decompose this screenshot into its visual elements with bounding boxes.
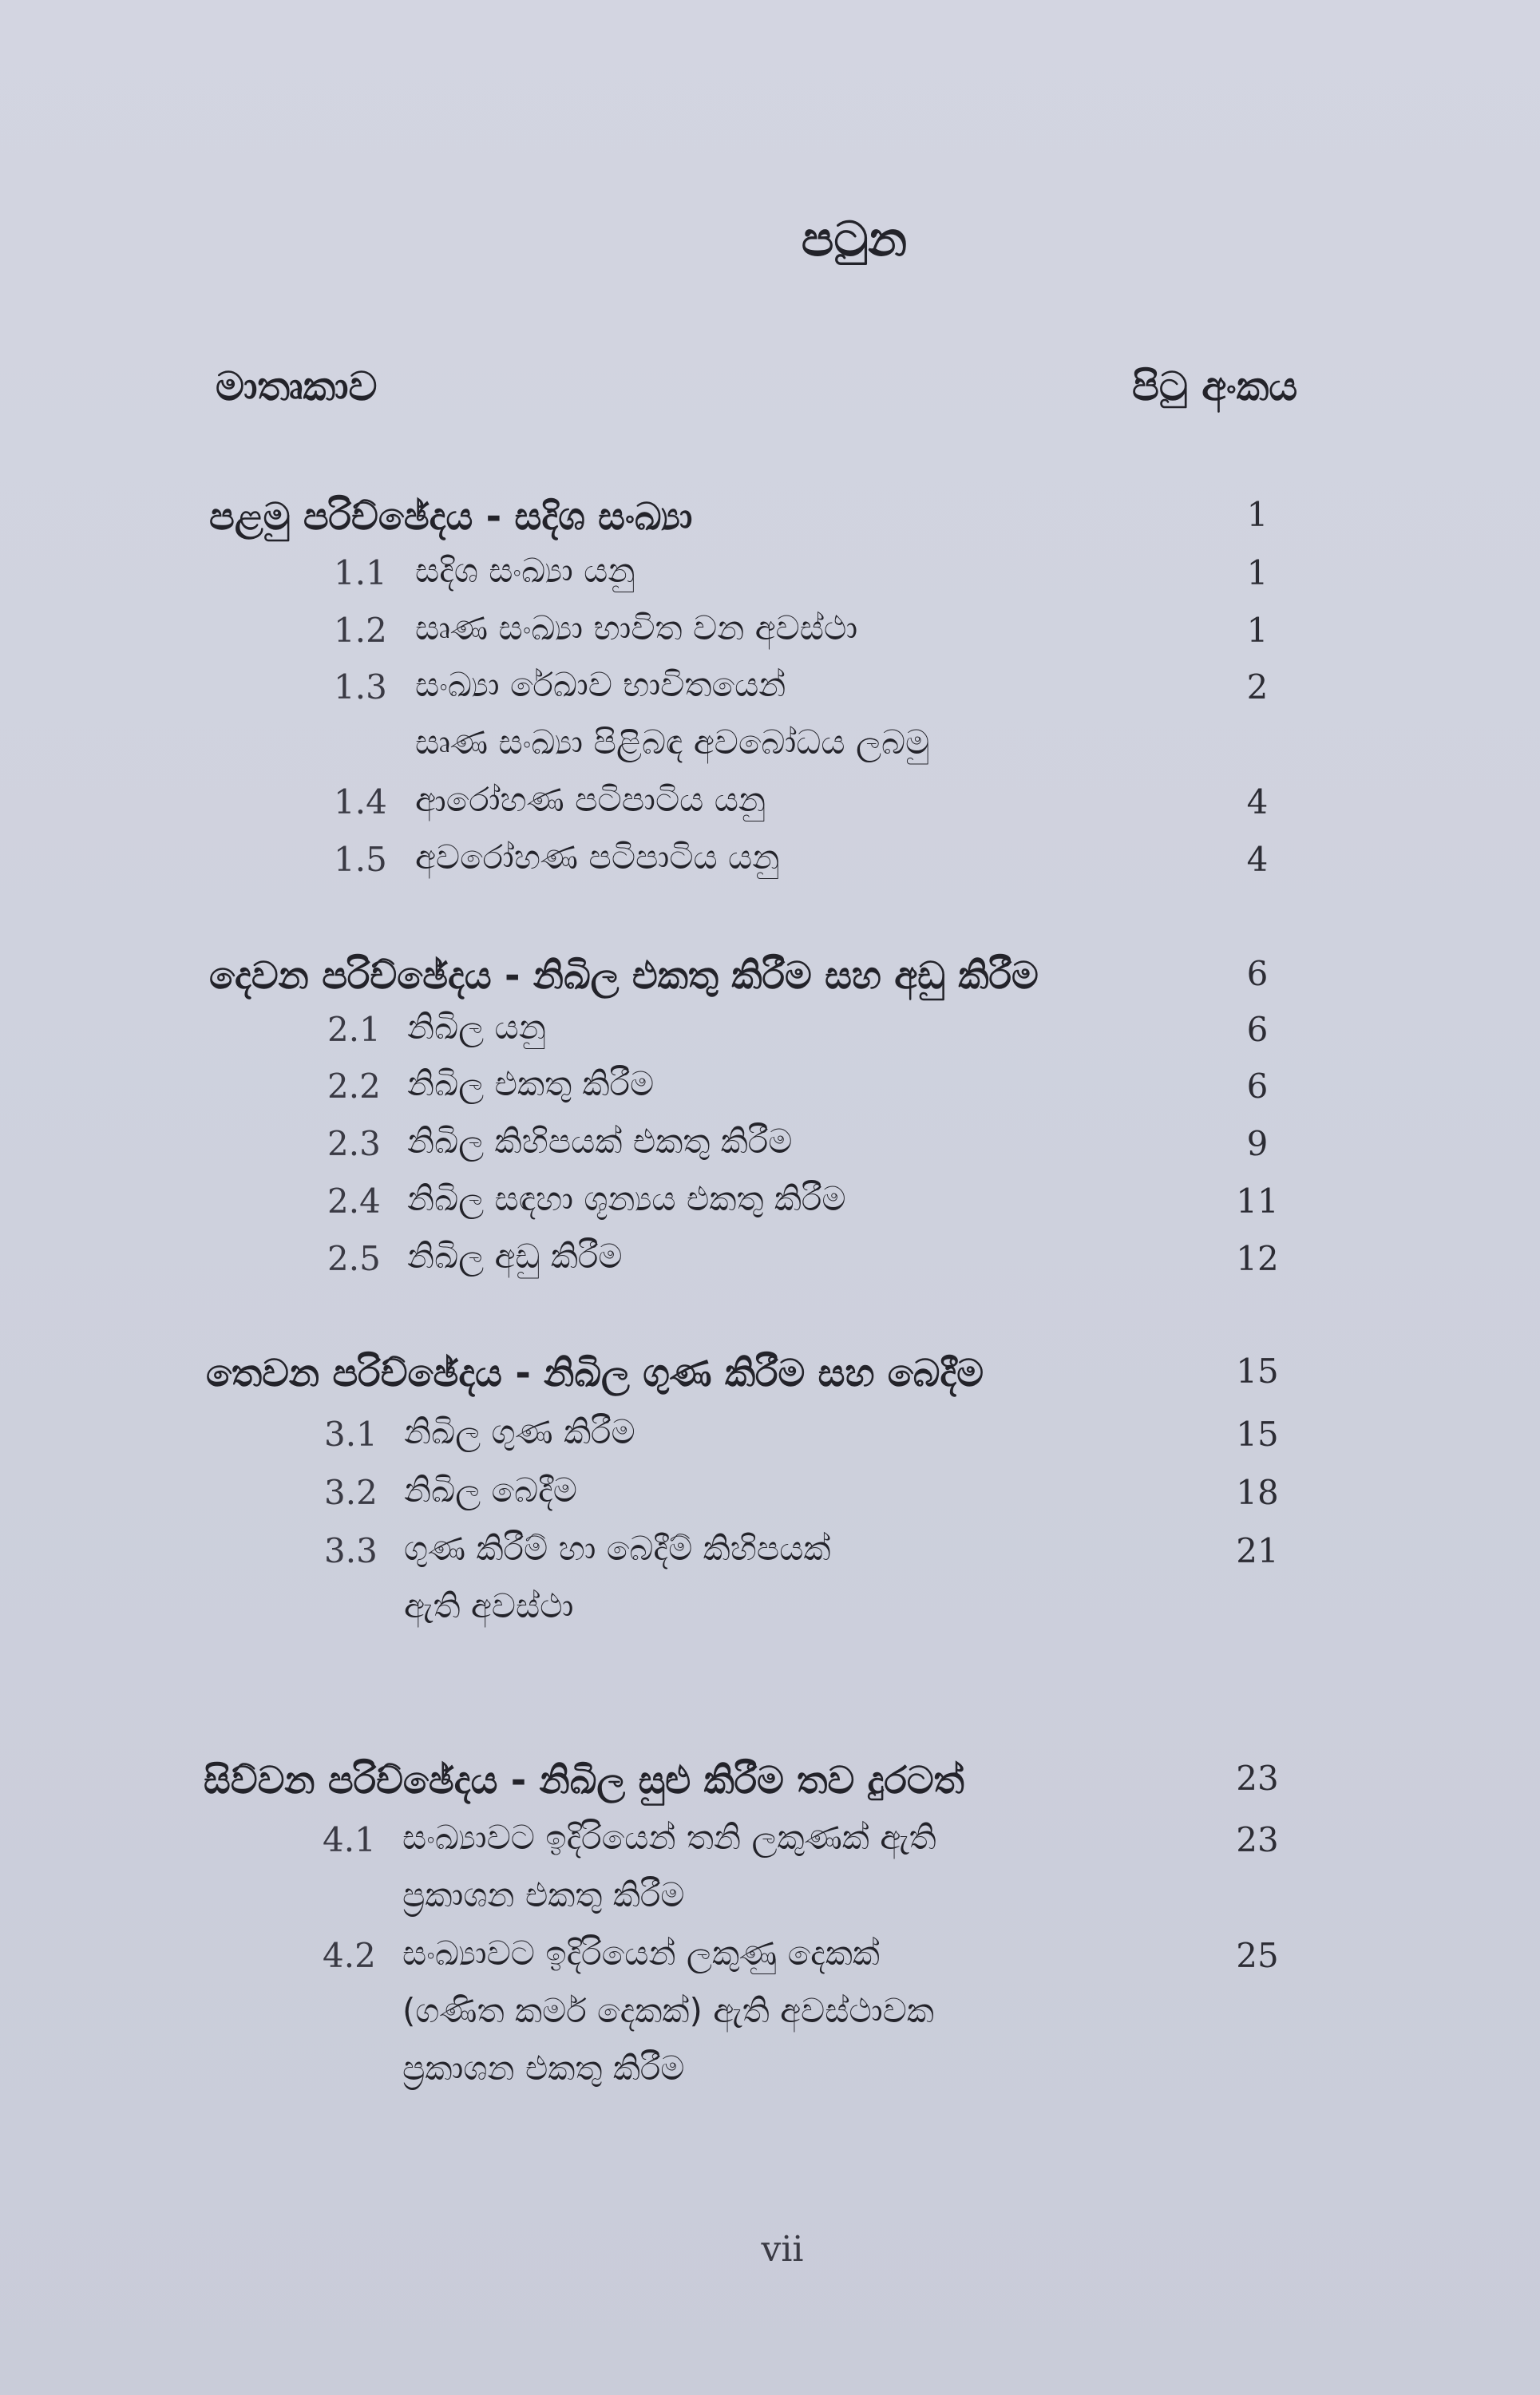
folio-page-number: vii <box>761 2229 804 2270</box>
section-title: සදිශ සංඛ්‍යා යනු <box>415 551 635 590</box>
chapter-title: තෙවන පරිච්ඡේදය - නිඛිල ගුණ කිරීම සහ බෙදීම <box>206 1352 984 1395</box>
section-number: 3.2 <box>324 1473 378 1512</box>
chapter-title: දෙවන පරිච්ඡේදය - නිඛිල එකතු කිරීම සහ අඩු කිරීම <box>209 954 1039 998</box>
section-page: 11 <box>1236 1182 1279 1221</box>
section-title: සංඛ්‍යා රේඛාව භාවිතයෙන් සෘණ සංඛ්‍යා පිළිබඳ අවබෝධය ලබමු <box>415 665 930 762</box>
chapter-page: 1 <box>1246 495 1269 534</box>
chapter-page: 15 <box>1236 1352 1279 1391</box>
chapter-page: 23 <box>1236 1759 1279 1798</box>
section-number: 2.3 <box>327 1124 381 1163</box>
section-title: ගුණ කිරීම් හා බෙදීම් කිහිපයක් ඇති අවස්ථා <box>404 1529 831 1625</box>
section-number: 2.4 <box>327 1182 381 1221</box>
section-title: සංඛ්‍යාවට ඉදිරියෙන් තනි ලකුණක් ඇති ප්‍රකාශන එකතු කිරීම <box>402 1818 936 1914</box>
section-number: 2.1 <box>327 1010 381 1049</box>
section-title: නිඛිල එකතු කිරීම <box>407 1064 655 1103</box>
section-page: 2 <box>1246 667 1269 707</box>
section-page: 6 <box>1246 1067 1269 1106</box>
section-page: 4 <box>1246 782 1269 821</box>
section-title: නිඛිල යනු <box>407 1007 546 1047</box>
section-number: 3.1 <box>324 1415 378 1454</box>
section-page: 6 <box>1246 1010 1269 1049</box>
section-page: 25 <box>1236 1936 1279 1975</box>
section-title: නිඛිල කිහිපයක් එකතු කිරීම <box>407 1122 793 1161</box>
section-title: ආරෝහණ පටිපාටිය යනු <box>415 780 766 819</box>
section-page: 1 <box>1246 553 1269 592</box>
section-title: නිඛිල ගුණ කිරීම <box>404 1412 635 1451</box>
section-title: නිඛිල බෙදීම <box>404 1471 578 1510</box>
section-page: 21 <box>1236 1531 1279 1570</box>
section-number: 2.2 <box>327 1067 381 1106</box>
section-number: 4.1 <box>323 1820 376 1859</box>
section-number: 1.1 <box>334 553 387 592</box>
section-page: 15 <box>1236 1415 1279 1454</box>
section-number: 3.3 <box>324 1531 378 1570</box>
section-title: සෘණ සංඛ්‍යා භාවිත වන අවස්ථා <box>415 608 858 647</box>
section-title: නිඛිල අඩු කිරීම <box>407 1237 623 1276</box>
section-title: සංඛ්‍යාවට ඉදිරියෙන් ලකුණු දෙකක් (ගණිත කර්ම දෙකක්) ඇති අවස්ථාවක ප්‍රකාශන එකතු කිරීම <box>402 1934 934 2088</box>
section-number: 1.2 <box>334 611 387 650</box>
chapter-title: සිව්වන පරිච්ඡේදය - නිඛිල සුළු කිරීම තව දුරටත් <box>204 1759 964 1803</box>
section-page: 9 <box>1246 1124 1269 1163</box>
page-number-column-header: පිටු අංකය <box>1132 363 1298 410</box>
section-number: 2.5 <box>327 1239 381 1278</box>
chapter-title: පළමු පරිච්ඡේදය - සදිශ සංඛ්‍යා <box>209 495 693 539</box>
section-number: 1.5 <box>334 840 387 879</box>
section-page: 4 <box>1246 840 1269 879</box>
section-page: 1 <box>1246 611 1269 650</box>
section-page: 18 <box>1236 1473 1279 1512</box>
section-page: 23 <box>1236 1820 1279 1859</box>
section-title: අවරෝහණ පටිපාටිය යනු <box>415 837 780 877</box>
section-page: 12 <box>1236 1239 1279 1278</box>
section-number: 1.4 <box>334 782 387 821</box>
section-number: 4.2 <box>323 1936 376 1975</box>
chapter-page: 6 <box>1246 954 1269 993</box>
section-number: 1.3 <box>334 667 387 707</box>
section-title: නිඛිල සඳහා ශූන්‍යය එකතු කිරීම <box>407 1179 846 1218</box>
page-title: පටුන <box>801 212 908 267</box>
topic-column-header: මාතෘකාව <box>216 363 378 410</box>
